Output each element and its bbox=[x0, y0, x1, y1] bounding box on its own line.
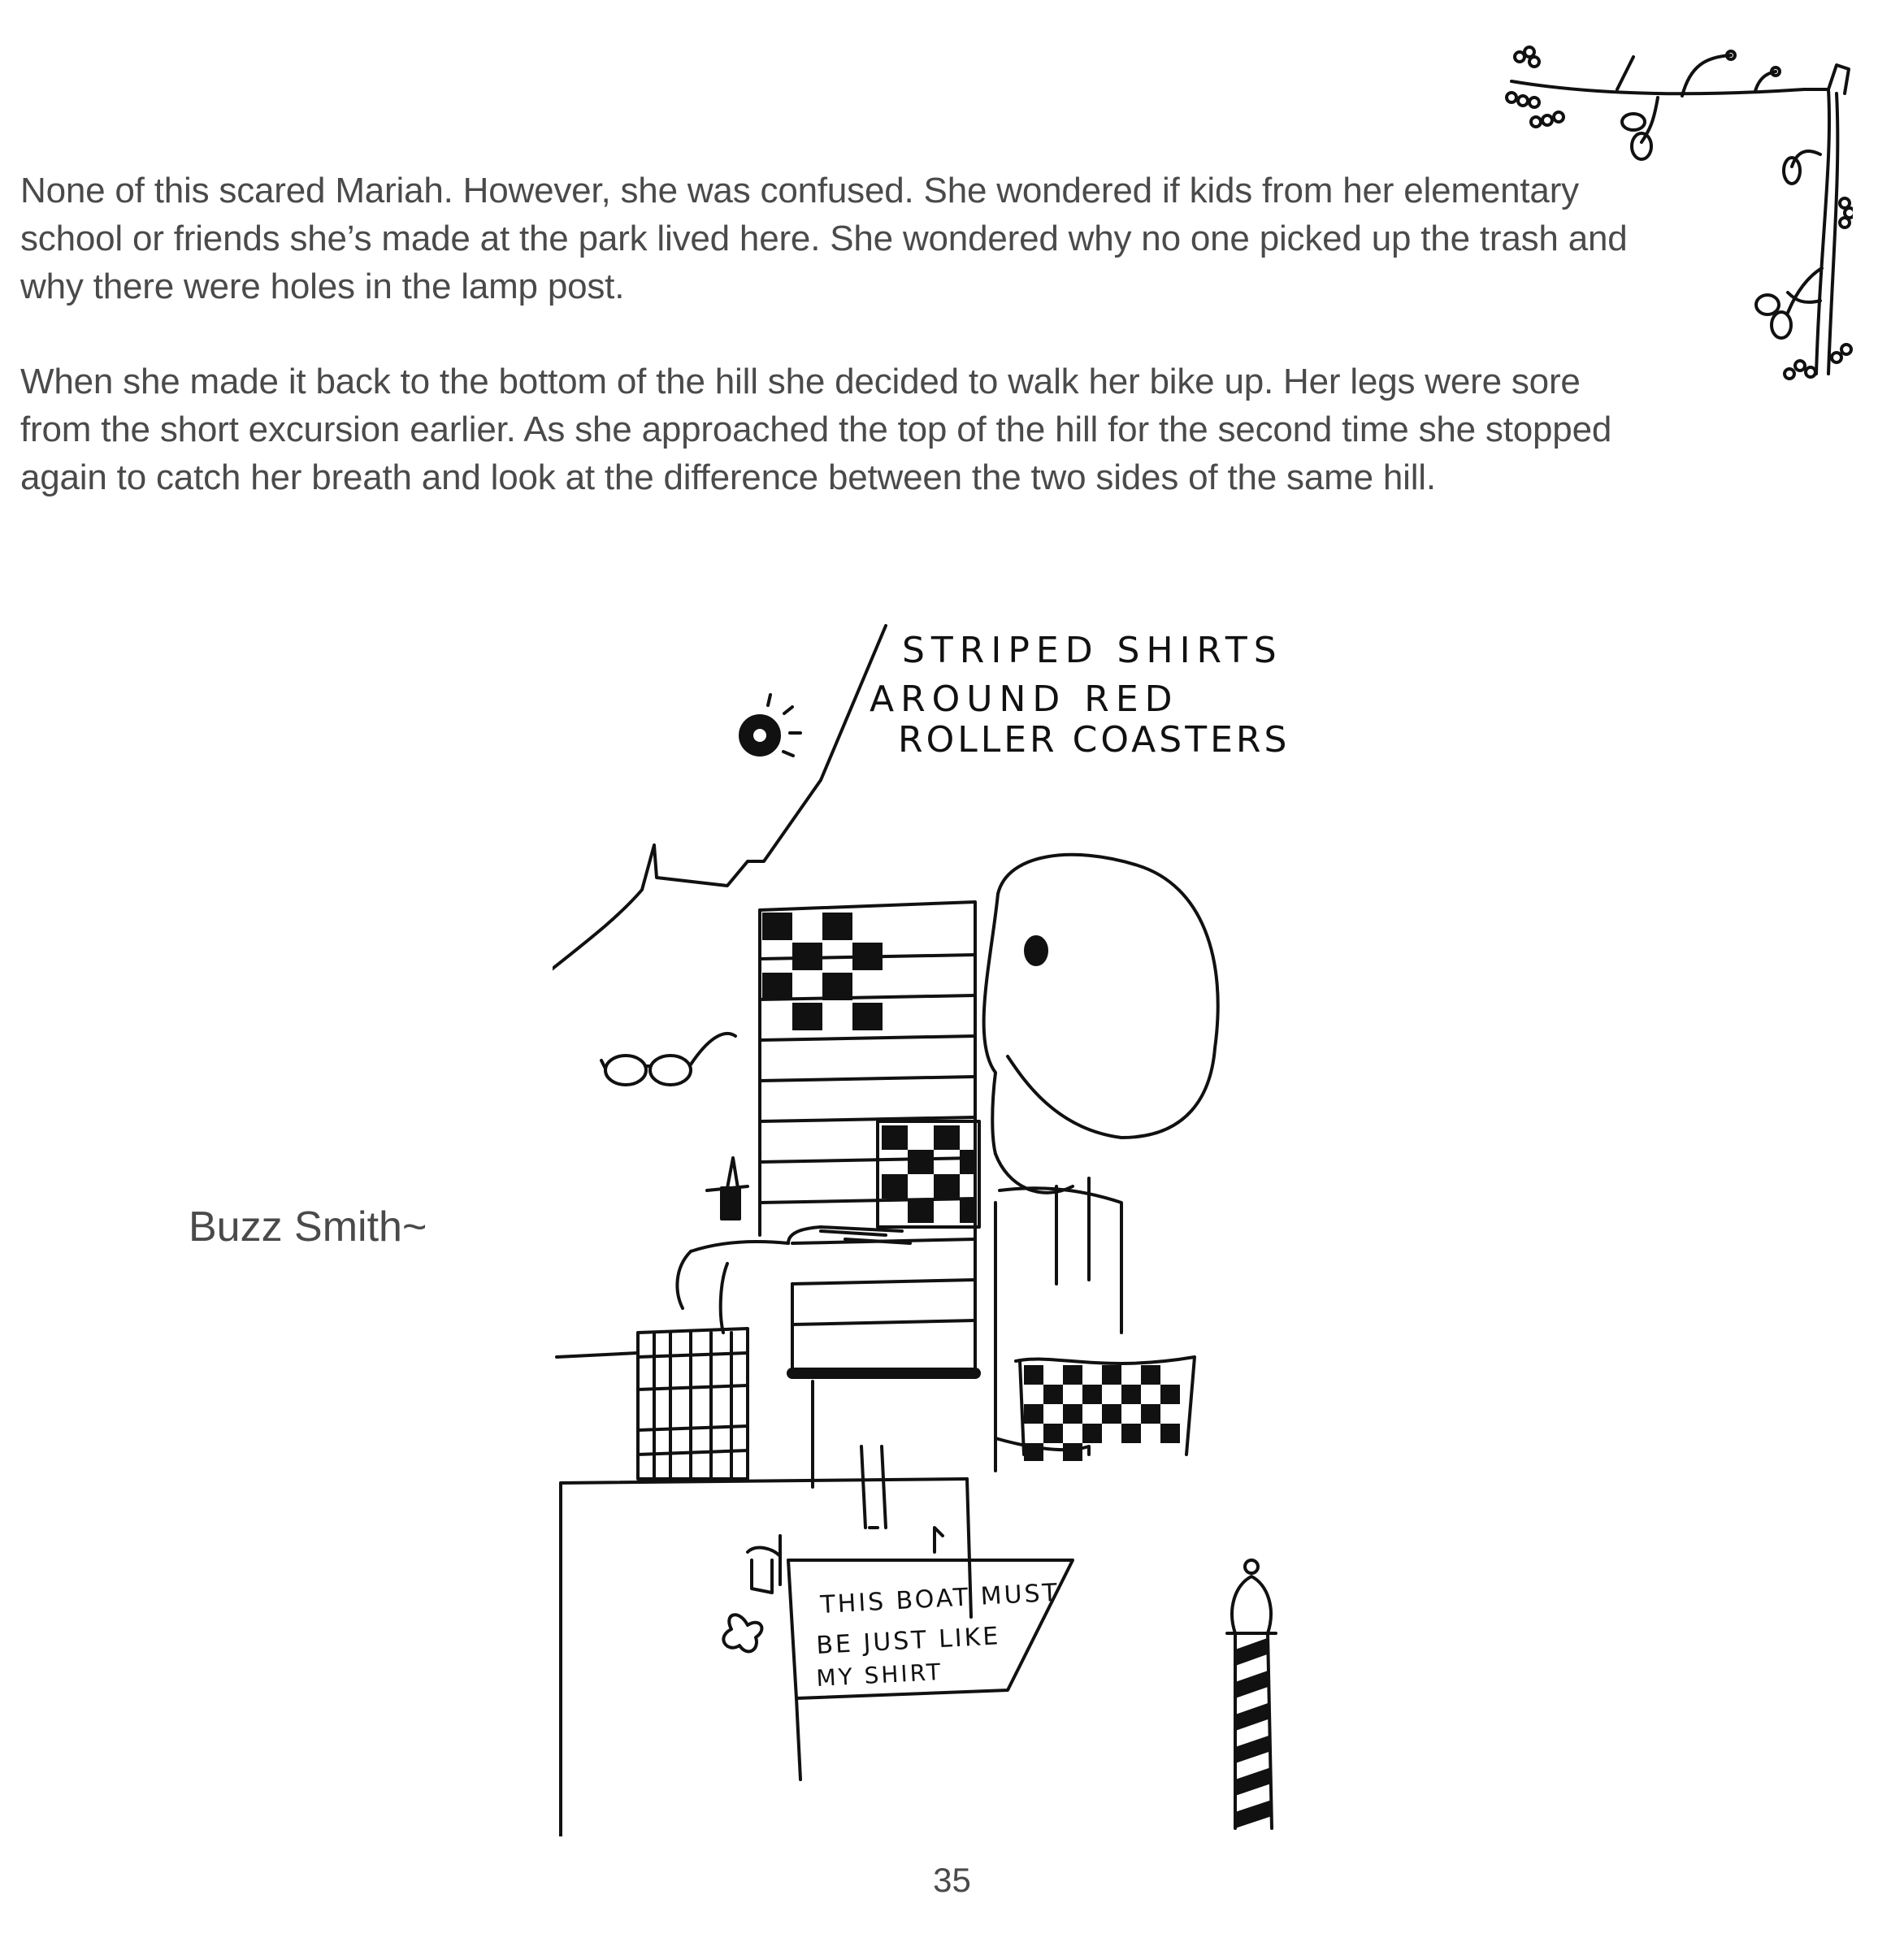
sign-line-2: BE JUST LIKE bbox=[815, 1622, 1002, 1660]
page-number: 35 bbox=[933, 1861, 971, 1899]
sign-line-3: MY SHIRT bbox=[815, 1658, 943, 1692]
illustration bbox=[553, 618, 1365, 1836]
caption-line-2: AROUND RED bbox=[870, 679, 1179, 720]
artist-credit: Buzz Smith~ bbox=[189, 1203, 427, 1251]
story-paragraph-1: None of this scared Mariah. However, she was confused. She wondered if kids from her elementary school or friends she’s made at the park lived here. She wondered why no one picked up the trash and why there were holes in the lamp post. bbox=[20, 171, 1628, 306]
caption-line-1: STRIPED SHIRTS bbox=[902, 630, 1283, 671]
story-paragraph-2: When she made it back to the bottom of the hill she decided to walk her bike up. Her legs were sore from the short excursion earlier. As she approached the top of the hill for the second time she stopped again to catch her breath and look at the difference between the two sides of the same hill. bbox=[20, 362, 1612, 497]
caption-line-3: ROLLER COASTERS bbox=[898, 719, 1290, 761]
sign-line-1: THIS BOAT MUST bbox=[819, 1578, 1060, 1619]
